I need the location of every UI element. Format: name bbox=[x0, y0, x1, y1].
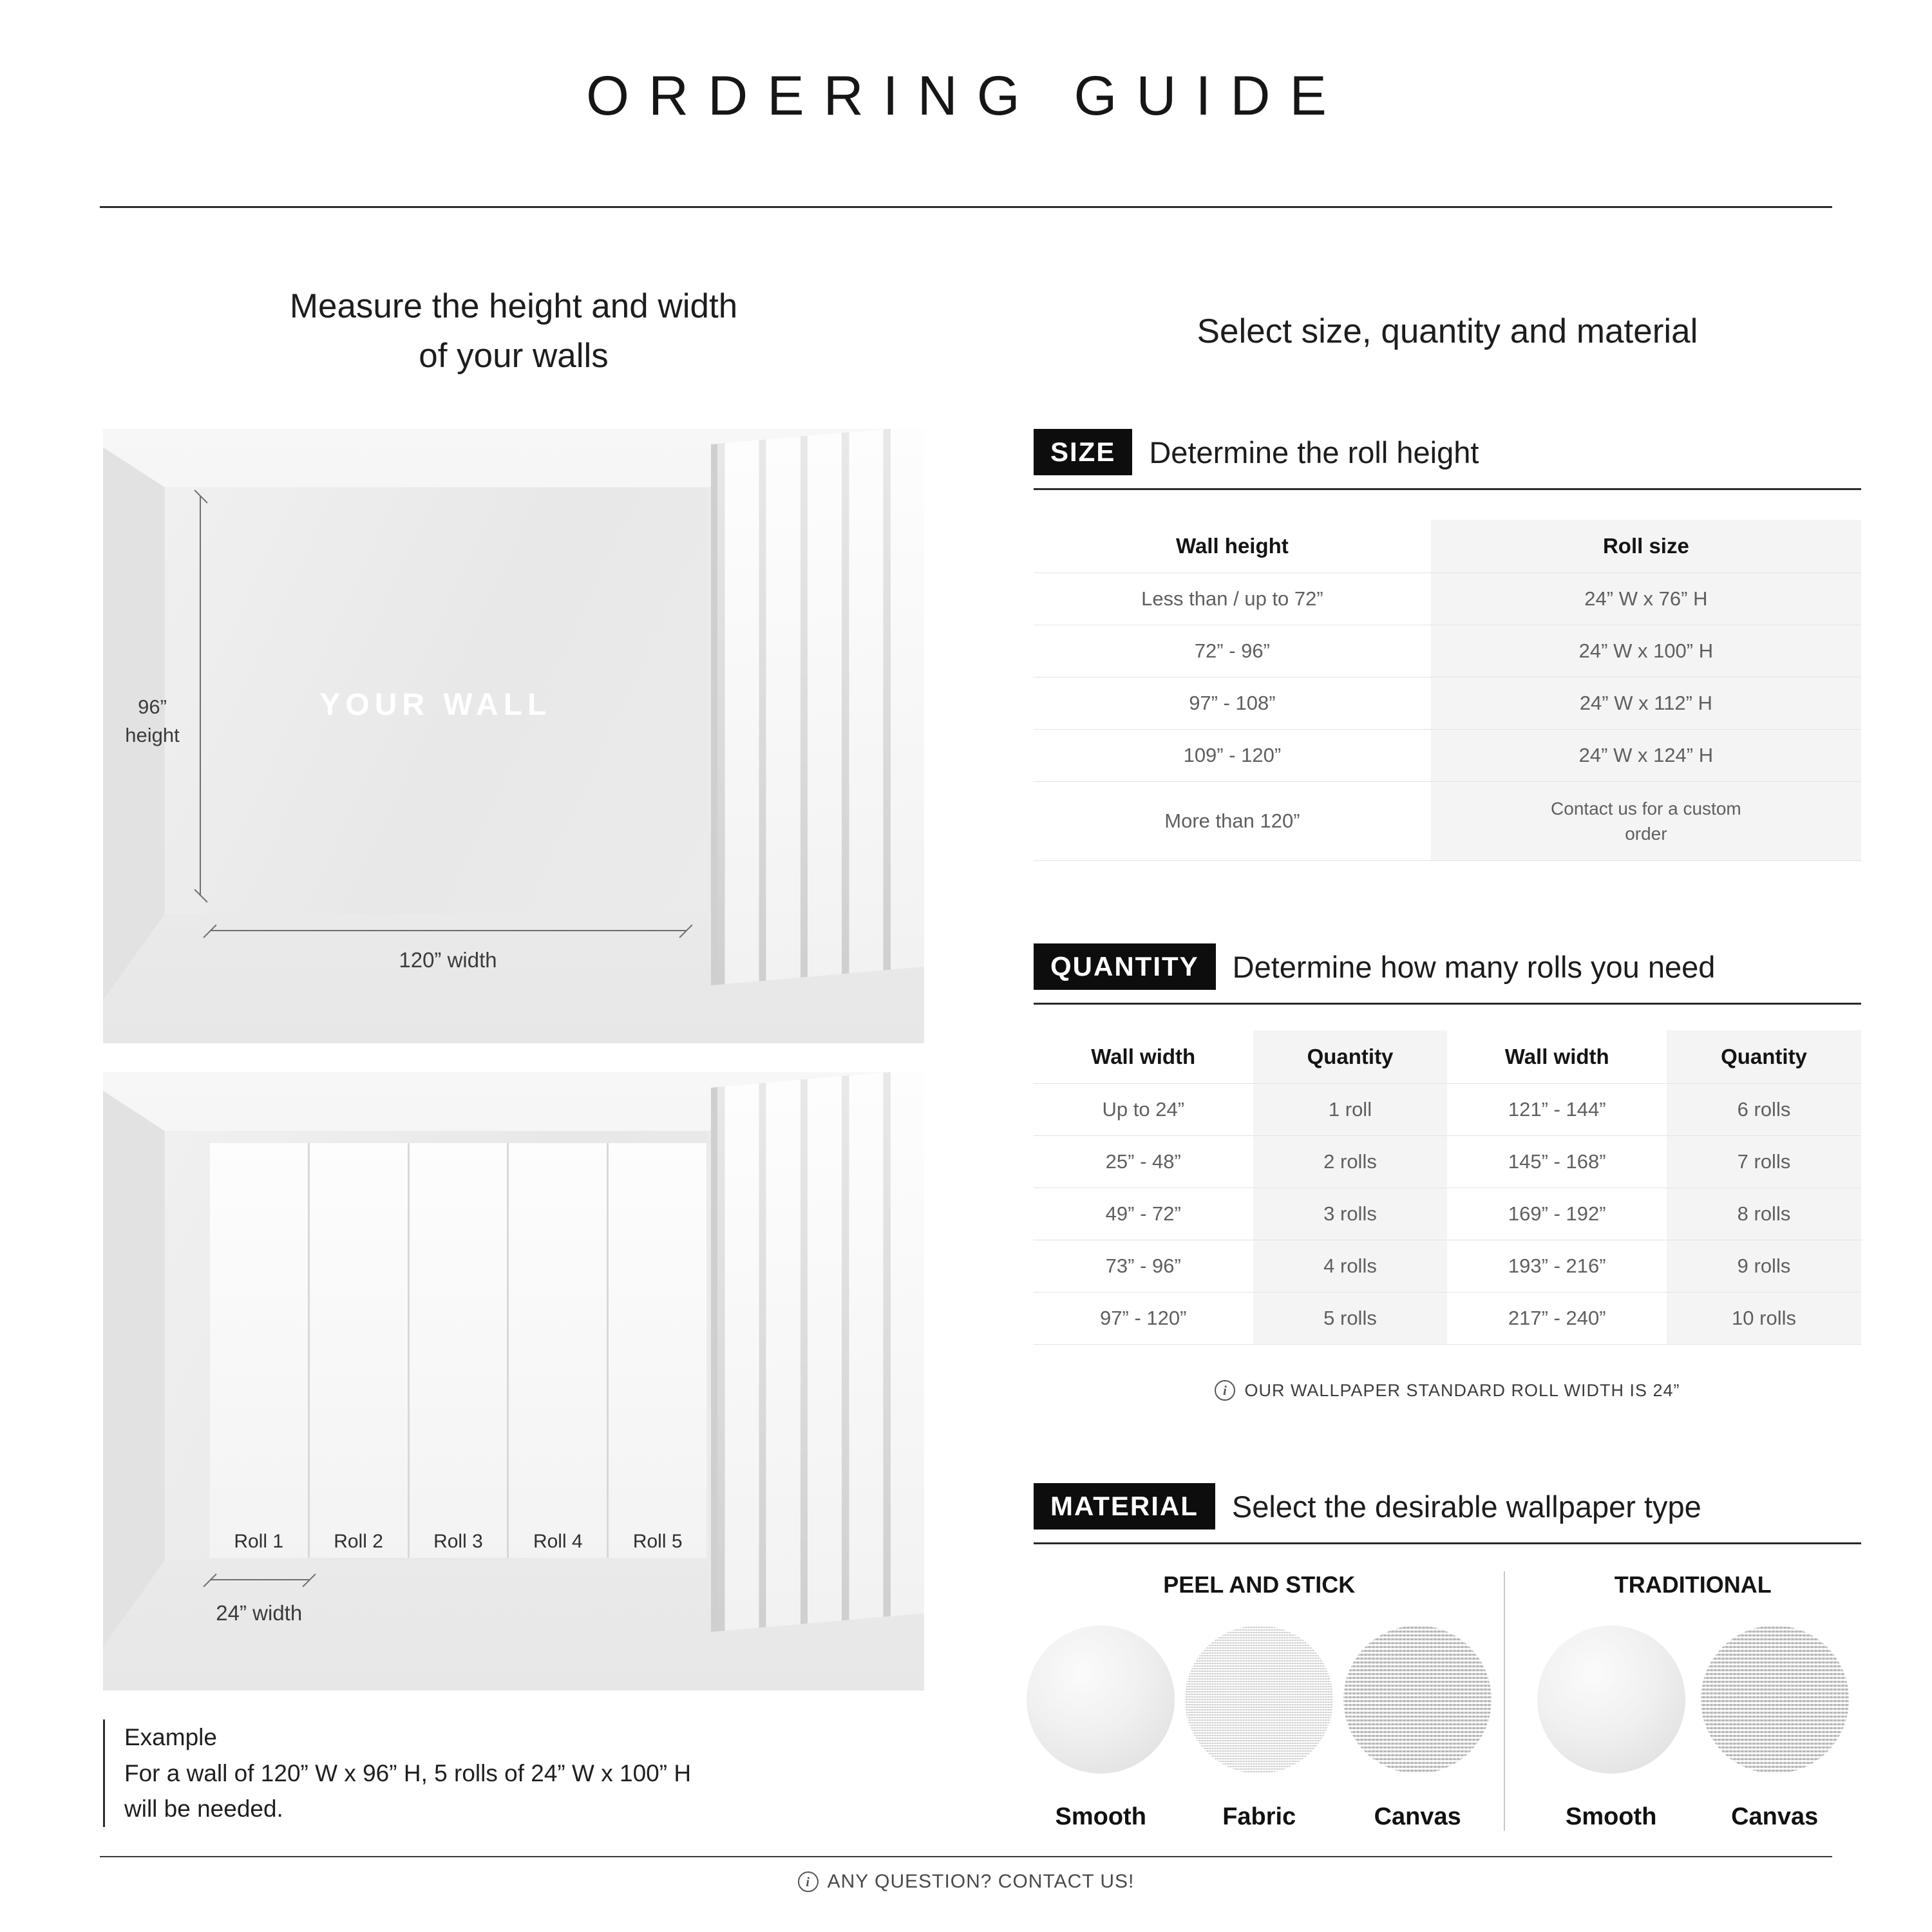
canvas-texture-swatch bbox=[1343, 1625, 1492, 1774]
size-table-row bbox=[1034, 677, 1861, 730]
qty-col-wall-width-1: Wall width bbox=[1034, 1030, 1253, 1084]
swatch-smooth bbox=[1027, 1625, 1175, 1831]
room-windows bbox=[711, 429, 925, 985]
quantity-cell: 8 rolls bbox=[1667, 1188, 1861, 1240]
swatch-label: Canvas bbox=[1731, 1803, 1819, 1831]
swatch-label: Smooth bbox=[1055, 1803, 1146, 1831]
roll-width-measure-label: 24” width bbox=[216, 1600, 303, 1625]
room-illustration-measure bbox=[103, 429, 924, 1043]
footer-contact-note bbox=[0, 1871, 1932, 1893]
title-divider bbox=[100, 206, 1832, 208]
material-section-header bbox=[1034, 1483, 1861, 1544]
wall-width-cell: 145” - 168” bbox=[1447, 1136, 1667, 1188]
info-icon: i bbox=[798, 1871, 819, 1892]
roll-size-cell: 24” W x 112” H bbox=[1431, 677, 1861, 730]
page-title: ORDERING GUIDE bbox=[586, 65, 1346, 127]
roll-panel bbox=[210, 1143, 310, 1557]
quantity-cell: 7 rolls bbox=[1667, 1136, 1861, 1188]
wallpaper-roll-panels bbox=[210, 1143, 706, 1557]
swatch-label: Canvas bbox=[1374, 1803, 1461, 1831]
height-measure-label bbox=[107, 693, 197, 749]
quantity-table-row bbox=[1034, 1188, 1861, 1240]
peel-and-stick-title: PEEL AND STICK bbox=[1163, 1571, 1356, 1598]
custom-order-note: Contact us for a custom order bbox=[1551, 799, 1741, 844]
roll-width-measure-line bbox=[210, 1579, 309, 1580]
size-table bbox=[1034, 520, 1861, 861]
roll-size-cell: 24” W x 124” H bbox=[1431, 730, 1861, 782]
roll-panel bbox=[310, 1143, 410, 1557]
wall-width-cell: 97” - 120” bbox=[1034, 1293, 1253, 1345]
roll-panel-label: Roll 4 bbox=[533, 1530, 583, 1552]
roll-size-cell: 24” W x 76” H bbox=[1431, 573, 1861, 625]
quantity-cell: 9 rolls bbox=[1667, 1240, 1861, 1293]
size-table-header-row bbox=[1034, 520, 1861, 573]
roll-width-note-text: OUR WALLPAPER STANDARD ROLL WIDTH IS 24” bbox=[1244, 1380, 1680, 1400]
left-heading-line1: Measure the height and width bbox=[289, 287, 738, 326]
quantity-table-row bbox=[1034, 1240, 1861, 1293]
traditional-group bbox=[1505, 1571, 1861, 1831]
size-section-title: Determine the roll height bbox=[1149, 435, 1479, 469]
quantity-cell: 4 rolls bbox=[1253, 1240, 1448, 1293]
example-title: Example bbox=[124, 1724, 217, 1750]
quantity-cell: 5 rolls bbox=[1253, 1293, 1448, 1345]
example-block bbox=[103, 1719, 924, 1827]
fabric-texture-swatch bbox=[1185, 1625, 1333, 1774]
roll-size-cell bbox=[1431, 782, 1861, 861]
height-measure-line bbox=[200, 497, 201, 896]
roll-panel-label: Roll 2 bbox=[334, 1530, 383, 1552]
roll-panel-label: Roll 1 bbox=[234, 1530, 284, 1552]
quantity-table bbox=[1034, 1030, 1861, 1345]
example-line2: will be needed. bbox=[124, 1795, 283, 1822]
right-column bbox=[1034, 283, 1861, 1831]
quantity-cell: 1 roll bbox=[1253, 1084, 1448, 1136]
size-section bbox=[1034, 429, 1861, 861]
left-column-heading bbox=[103, 283, 924, 380]
swatch-canvas bbox=[1343, 1625, 1492, 1831]
height-word: height bbox=[125, 723, 180, 746]
size-table-row bbox=[1034, 573, 1861, 625]
quantity-badge: QUANTITY bbox=[1034, 943, 1216, 990]
quantity-cell: 10 rolls bbox=[1667, 1293, 1861, 1345]
size-section-header bbox=[1034, 429, 1861, 490]
roll-panel bbox=[410, 1143, 509, 1557]
peel-and-stick-group bbox=[1034, 1571, 1505, 1831]
quantity-cell: 6 rolls bbox=[1667, 1084, 1861, 1136]
quantity-cell: 3 rolls bbox=[1253, 1188, 1448, 1240]
wall-width-cell: Up to 24” bbox=[1034, 1084, 1253, 1136]
qty-col-wall-width-2: Wall width bbox=[1447, 1030, 1667, 1084]
quantity-cell: 2 rolls bbox=[1253, 1136, 1448, 1188]
traditional-title: TRADITIONAL bbox=[1614, 1571, 1772, 1598]
wall-height-cell: More than 120” bbox=[1034, 782, 1431, 861]
quantity-table-row bbox=[1034, 1084, 1861, 1136]
roll-panel bbox=[609, 1143, 706, 1557]
swatch-label: Smooth bbox=[1565, 1803, 1657, 1831]
size-table-row bbox=[1034, 782, 1861, 861]
right-heading-text: Select size, quantity and material bbox=[1197, 312, 1698, 350]
wall-height-cell: 72” - 96” bbox=[1034, 625, 1431, 677]
roll-panel-label: Roll 3 bbox=[433, 1530, 483, 1552]
quantity-section-header bbox=[1034, 943, 1861, 1005]
height-value: 96” bbox=[138, 696, 167, 719]
left-heading-line2: of your walls bbox=[419, 337, 609, 375]
wall-width-cell: 217” - 240” bbox=[1447, 1293, 1667, 1345]
quantity-table-row bbox=[1034, 1136, 1861, 1188]
footer-contact-text: ANY QUESTION? CONTACT US! bbox=[827, 1871, 1135, 1892]
wall-height-cell: 109” - 120” bbox=[1034, 730, 1431, 782]
quantity-section bbox=[1034, 943, 1861, 1401]
peel-and-stick-swatches bbox=[1034, 1625, 1484, 1831]
traditional-swatches bbox=[1524, 1625, 1861, 1831]
example-line1: For a wall of 120” W x 96” H, 5 rolls of 24” W x 100” H bbox=[124, 1759, 692, 1786]
info-icon: i bbox=[1215, 1380, 1235, 1401]
wall-width-cell: 193” - 216” bbox=[1447, 1240, 1667, 1293]
size-table-row bbox=[1034, 730, 1861, 782]
your-wall-label: YOUR WALL bbox=[319, 687, 552, 722]
quantity-section-title: Determine how many rolls you need bbox=[1232, 949, 1716, 984]
wall-width-cell: 73” - 96” bbox=[1034, 1240, 1253, 1293]
qty-col-quantity-2: Quantity bbox=[1667, 1030, 1861, 1084]
swatch-fabric bbox=[1185, 1625, 1333, 1831]
width-measure-line bbox=[210, 930, 687, 931]
size-table-row bbox=[1034, 625, 1861, 677]
size-col-wall-height: Wall height bbox=[1034, 520, 1431, 573]
size-col-roll-size: Roll size bbox=[1431, 520, 1861, 573]
roll-size-cell: 24” W x 100” H bbox=[1431, 625, 1861, 677]
roll-panel-label: Roll 5 bbox=[632, 1530, 683, 1552]
canvas-texture-swatch bbox=[1701, 1625, 1849, 1774]
swatch-smooth bbox=[1535, 1625, 1688, 1831]
size-badge: SIZE bbox=[1034, 429, 1132, 475]
swatch-canvas bbox=[1698, 1625, 1852, 1831]
wall-width-cell: 169” - 192” bbox=[1447, 1188, 1667, 1240]
wall-height-cell: Less than / up to 72” bbox=[1034, 573, 1431, 625]
material-badge: MATERIAL bbox=[1034, 1483, 1215, 1530]
footer-divider bbox=[100, 1856, 1832, 1857]
room-illustration-rolls bbox=[103, 1072, 924, 1690]
material-groups bbox=[1034, 1571, 1861, 1831]
material-section-title: Select the desirable wallpaper type bbox=[1231, 1489, 1701, 1524]
right-column-heading bbox=[1034, 283, 1861, 380]
room-windows bbox=[711, 1072, 925, 1632]
qty-col-quantity-1: Quantity bbox=[1253, 1030, 1448, 1084]
smooth-texture-swatch bbox=[1027, 1625, 1175, 1774]
width-measure-label: 120” width bbox=[399, 948, 497, 972]
left-column bbox=[103, 283, 924, 1827]
wall-height-cell: 97” - 108” bbox=[1034, 677, 1431, 730]
quantity-table-row bbox=[1034, 1293, 1861, 1345]
swatch-label: Fabric bbox=[1222, 1803, 1296, 1831]
wall-width-cell: 121” - 144” bbox=[1447, 1084, 1667, 1136]
smooth-texture-swatch bbox=[1537, 1625, 1685, 1774]
roll-width-note bbox=[1034, 1380, 1861, 1401]
roll-panel bbox=[509, 1143, 609, 1557]
material-section bbox=[1034, 1483, 1861, 1831]
quantity-table-header-row bbox=[1034, 1030, 1861, 1084]
wall-width-cell: 25” - 48” bbox=[1034, 1136, 1253, 1188]
wall-width-cell: 49” - 72” bbox=[1034, 1188, 1253, 1240]
